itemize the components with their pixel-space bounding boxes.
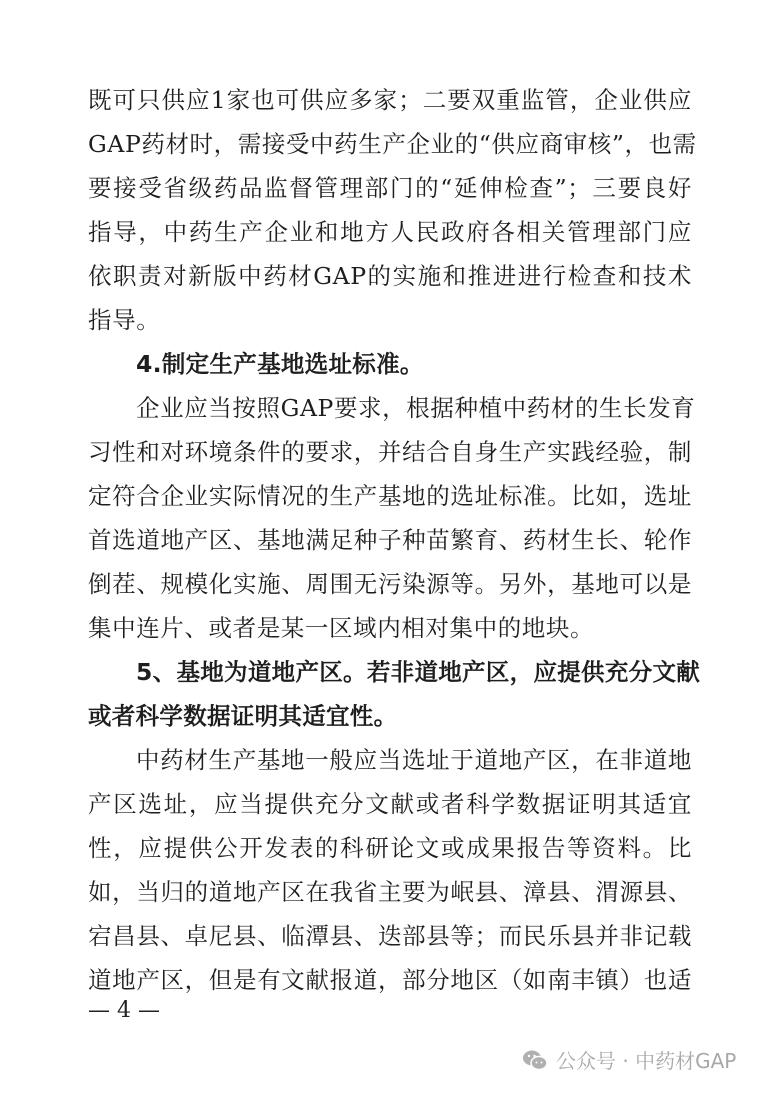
text-line: GAP药材时，需接受中药生产企业的“供应商审核”，也需 <box>88 130 697 158</box>
text-line: 倒茬、规模化实施、周围无污染源等。另外，基地可以是 <box>88 570 692 598</box>
text-line: 习性和对环境条件的要求，并结合自身生产实践经验，制 <box>88 438 692 466</box>
wechat-icon <box>522 1049 548 1071</box>
watermark <box>522 1045 736 1074</box>
text-line: 依职责对新版中药材GAP的实施和推进进行检查和技术 <box>88 262 692 290</box>
text-line: 企业应当按照GAP要求，根据种植中药材的生长发育 <box>136 394 696 422</box>
text-line: 指导。 <box>88 306 161 334</box>
section-heading-line: 4.制定生产基地选址标准。 <box>136 350 424 378</box>
text-line: 指导，中药生产企业和地方人民政府各相关管理部门应 <box>88 218 692 246</box>
text-line: 首选道地产区、基地满足种子种苗繁育、药材生长、轮作 <box>88 526 692 554</box>
text-line: 既可只供应1家也可供应多家；二要双重监管，企业供应 <box>88 86 692 114</box>
watermark-text: 公众号 · 中药材GAP <box>556 1049 737 1073</box>
text-line: 宕昌县、卓尼县、临潭县、迭部县等；而民乐县并非记载 <box>88 922 692 950</box>
text-line: 性，应提供公开发表的科研论文或成果报告等资料。比 <box>88 834 692 862</box>
text-line: 中药材生产基地一般应当选址于道地产区，在非道地 <box>136 746 692 774</box>
text-line: 如，当归的道地产区在我省主要为岷县、漳县、渭源县、 <box>88 878 692 906</box>
page-number: — 4 — <box>88 998 160 1023</box>
text-line: 要接受省级药品监督管理部门的“延伸检查”；三要良好 <box>88 174 692 202</box>
text-line: 集中连片、或者是某一区域内相对集中的地块。 <box>88 614 595 642</box>
text-line: 定符合企业实际情况的生产基地的选址标准。比如，选址 <box>88 482 692 510</box>
section-heading-line: 5、基地为道地产区。若非道地产区，应提供充分文献 <box>136 658 701 686</box>
text-line: 道地产区，但是有文献报道，部分地区（如南丰镇）也适 <box>88 966 692 994</box>
text-line: 产区选址，应当提供充分文献或者科学数据证明其适宜 <box>88 790 692 818</box>
section-heading-line: 或者科学数据证明其适宜性。 <box>88 702 398 730</box>
